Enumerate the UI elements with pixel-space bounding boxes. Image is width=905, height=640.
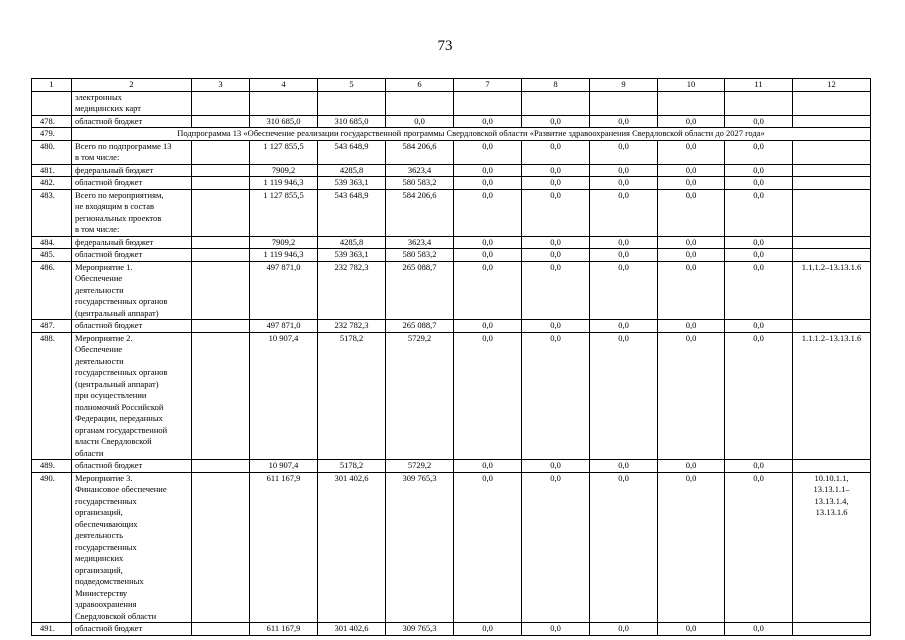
amount-cell: 611 167,9 — [250, 472, 318, 623]
amount-cell — [590, 91, 658, 115]
amount-cell: 0,0 — [590, 249, 658, 262]
amount-cell: 0,0 — [590, 623, 658, 636]
amount-cell — [454, 91, 522, 115]
amount-cell: 0,0 — [725, 177, 793, 190]
amount-cell: 580 583,2 — [386, 177, 454, 190]
amount-cell: 0,0 — [522, 460, 590, 473]
row-number: 485. — [32, 249, 72, 262]
amount-cell: 265 088,7 — [386, 261, 454, 320]
amount-cell: 0,0 — [454, 164, 522, 177]
amount-cell: 0,0 — [590, 320, 658, 333]
row-description: областной бюджет — [72, 320, 192, 333]
amount-cell: 584 206,6 — [386, 140, 454, 164]
row-number: 482. — [32, 177, 72, 190]
amount-cell: 1 127 855,5 — [250, 140, 318, 164]
amount-cell: 0,0 — [658, 261, 725, 320]
amount-cell — [522, 91, 590, 115]
row-description: федеральный бюджет — [72, 236, 192, 249]
amount-cell: 0,0 — [386, 115, 454, 128]
amount-cell: 497 871,0 — [250, 320, 318, 333]
amount-cell: 0,0 — [522, 236, 590, 249]
table-row — [32, 115, 871, 128]
row-number: 480. — [32, 140, 72, 164]
amount-cell: 0,0 — [590, 472, 658, 623]
col-header: 2 — [72, 79, 192, 92]
row-number: 484. — [32, 236, 72, 249]
amount-cell: 310 685,0 — [250, 115, 318, 128]
table-row — [32, 128, 871, 141]
amount-cell: 0,0 — [454, 623, 522, 636]
row-number: 481. — [32, 164, 72, 177]
row-number: 478. — [32, 115, 72, 128]
table-row — [32, 460, 871, 473]
amount-cell — [250, 91, 318, 115]
target-indicator-ref — [793, 91, 871, 115]
amount-cell: 0,0 — [725, 249, 793, 262]
target-indicator-ref — [793, 623, 871, 636]
amount-cell: 0,0 — [590, 164, 658, 177]
amount-cell: 0,0 — [522, 320, 590, 333]
amount-cell: 0,0 — [522, 189, 590, 236]
target-indicator-ref — [793, 460, 871, 473]
row-number: 489. — [32, 460, 72, 473]
row-description: Всего по подпрограмме 13 в том числе: — [72, 140, 192, 164]
header-row — [32, 79, 871, 92]
amount-cell: 4285,8 — [318, 164, 386, 177]
amount-cell — [192, 140, 250, 164]
amount-cell: 611 167,9 — [250, 623, 318, 636]
row-description: Мероприятие 1. Обеспечение деятельности государственных органов (центральный аппарат) — [72, 261, 192, 320]
budget-table — [31, 78, 871, 636]
amount-cell: 3623,4 — [386, 164, 454, 177]
amount-cell: 0,0 — [522, 623, 590, 636]
amount-cell: 0,0 — [725, 261, 793, 320]
amount-cell: 0,0 — [725, 140, 793, 164]
col-header: 7 — [454, 79, 522, 92]
amount-cell: 4285,8 — [318, 236, 386, 249]
target-indicator-ref — [793, 164, 871, 177]
amount-cell: 0,0 — [658, 140, 725, 164]
amount-cell: 539 363,1 — [318, 177, 386, 190]
amount-cell: 0,0 — [454, 115, 522, 128]
amount-cell: 0,0 — [725, 460, 793, 473]
amount-cell: 0,0 — [658, 320, 725, 333]
target-indicator-ref: 10.10.1.1, 13.13.1.1– 13.13.1.4, 13.13.1.6 — [793, 472, 871, 623]
amount-cell — [192, 236, 250, 249]
amount-cell: 232 782,3 — [318, 261, 386, 320]
amount-cell — [192, 460, 250, 473]
amount-cell — [386, 91, 454, 115]
amount-cell: 0,0 — [658, 460, 725, 473]
amount-cell: 0,0 — [522, 261, 590, 320]
amount-cell: 0,0 — [725, 236, 793, 249]
amount-cell: 0,0 — [658, 623, 725, 636]
amount-cell: 0,0 — [454, 472, 522, 623]
target-indicator-ref — [793, 177, 871, 190]
amount-cell: 539 363,1 — [318, 249, 386, 262]
amount-cell: 0,0 — [454, 320, 522, 333]
target-indicator-ref — [793, 320, 871, 333]
target-indicator-ref: 1.1.1.2–13.13.1.6 — [793, 332, 871, 460]
amount-cell: 0,0 — [658, 115, 725, 128]
amount-cell: 5729,2 — [386, 460, 454, 473]
amount-cell: 7909,2 — [250, 164, 318, 177]
col-header: 12 — [793, 79, 871, 92]
amount-cell: 5178,2 — [318, 460, 386, 473]
amount-cell — [658, 91, 725, 115]
page-number: 73 — [437, 38, 453, 54]
amount-cell: 0,0 — [658, 332, 725, 460]
amount-cell: 0,0 — [590, 460, 658, 473]
table-row — [32, 472, 871, 623]
amount-cell: 3623,4 — [386, 236, 454, 249]
amount-cell: 0,0 — [590, 189, 658, 236]
amount-cell: 0,0 — [454, 236, 522, 249]
table-row — [32, 189, 871, 236]
amount-cell: 265 088,7 — [386, 320, 454, 333]
table-row — [32, 332, 871, 460]
amount-cell — [192, 249, 250, 262]
amount-cell: 0,0 — [725, 320, 793, 333]
amount-cell: 0,0 — [590, 115, 658, 128]
amount-cell: 309 765,3 — [386, 623, 454, 636]
amount-cell: 0,0 — [725, 115, 793, 128]
row-number: 483. — [32, 189, 72, 236]
amount-cell: 0,0 — [522, 164, 590, 177]
amount-cell: 0,0 — [590, 177, 658, 190]
amount-cell: 0,0 — [658, 189, 725, 236]
amount-cell: 0,0 — [454, 261, 522, 320]
amount-cell: 0,0 — [522, 472, 590, 623]
target-indicator-ref — [793, 249, 871, 262]
amount-cell — [192, 189, 250, 236]
row-number: 490. — [32, 472, 72, 623]
amount-cell — [192, 115, 250, 128]
row-number: 486. — [32, 261, 72, 320]
row-description: Мероприятие 3. Финансовое обеспечение государственных организаций, обеспечивающих деятельность государственных медицинских организаций, подведомственных Министерству здравоохранения Свердловской области — [72, 472, 192, 623]
amount-cell: 7909,2 — [250, 236, 318, 249]
amount-cell: 0,0 — [522, 177, 590, 190]
amount-cell — [192, 261, 250, 320]
table-row — [32, 164, 871, 177]
amount-cell: 310 685,0 — [318, 115, 386, 128]
amount-cell: 0,0 — [658, 164, 725, 177]
row-description: областной бюджет — [72, 623, 192, 636]
amount-cell: 584 206,6 — [386, 189, 454, 236]
subprogram-title: Подпрограмма 13 «Обеспечение реализации государственной программы Свердловской области «Развитие здравоохранения Свердловской области до 2027 года» — [72, 128, 871, 141]
amount-cell — [192, 320, 250, 333]
amount-cell: 232 782,3 — [318, 320, 386, 333]
amount-cell: 0,0 — [590, 332, 658, 460]
amount-cell: 301 402,6 — [318, 623, 386, 636]
amount-cell: 10 907,4 — [250, 460, 318, 473]
amount-cell: 0,0 — [454, 332, 522, 460]
target-indicator-ref — [793, 236, 871, 249]
amount-cell: 543 648,9 — [318, 140, 386, 164]
target-indicator-ref: 1.1.1.2–13.13.1.6 — [793, 261, 871, 320]
table-row — [32, 261, 871, 320]
amount-cell: 580 583,2 — [386, 249, 454, 262]
amount-cell: 5178,2 — [318, 332, 386, 460]
amount-cell: 1 127 855,5 — [250, 189, 318, 236]
col-header: 4 — [250, 79, 318, 92]
row-description: областной бюджет — [72, 460, 192, 473]
amount-cell: 0,0 — [522, 332, 590, 460]
amount-cell: 497 871,0 — [250, 261, 318, 320]
amount-cell — [192, 177, 250, 190]
amount-cell: 0,0 — [522, 115, 590, 128]
amount-cell: 0,0 — [454, 177, 522, 190]
amount-cell — [318, 91, 386, 115]
amount-cell: 0,0 — [590, 261, 658, 320]
table-row — [32, 177, 871, 190]
row-description: областной бюджет — [72, 115, 192, 128]
amount-cell: 0,0 — [658, 472, 725, 623]
target-indicator-ref — [793, 115, 871, 128]
amount-cell: 0,0 — [454, 189, 522, 236]
amount-cell: 0,0 — [658, 177, 725, 190]
col-header: 1 — [32, 79, 72, 92]
row-description: областной бюджет — [72, 177, 192, 190]
amount-cell: 301 402,6 — [318, 472, 386, 623]
row-number — [32, 91, 72, 115]
amount-cell: 0,0 — [522, 140, 590, 164]
col-header: 6 — [386, 79, 454, 92]
amount-cell: 1 119 946,3 — [250, 249, 318, 262]
row-number: 488. — [32, 332, 72, 460]
amount-cell: 0,0 — [522, 249, 590, 262]
amount-cell: 0,0 — [590, 236, 658, 249]
row-number: 491. — [32, 623, 72, 636]
amount-cell: 0,0 — [658, 236, 725, 249]
amount-cell — [192, 91, 250, 115]
row-description: областной бюджет — [72, 249, 192, 262]
table-row — [32, 623, 871, 636]
target-indicator-ref — [793, 140, 871, 164]
row-description: Всего по мероприятиям, не входящим в состав региональных проектов в том числе: — [72, 189, 192, 236]
amount-cell: 0,0 — [590, 140, 658, 164]
row-description: электронных медицинских карт — [72, 91, 192, 115]
amount-cell: 0,0 — [454, 249, 522, 262]
row-description: Мероприятие 2. Обеспечение деятельности государственных органов (центральный аппарат) при осуществлении полномочий Российской Федерации, переданных органам государственной власти Свердловской области — [72, 332, 192, 460]
col-header: 3 — [192, 79, 250, 92]
amount-cell: 5729,2 — [386, 332, 454, 460]
col-header: 8 — [522, 79, 590, 92]
amount-cell: 0,0 — [454, 460, 522, 473]
amount-cell: 0,0 — [658, 249, 725, 262]
amount-cell: 309 765,3 — [386, 472, 454, 623]
amount-cell: 0,0 — [725, 164, 793, 177]
col-header: 5 — [318, 79, 386, 92]
amount-cell — [725, 91, 793, 115]
amount-cell — [192, 332, 250, 460]
amount-cell — [192, 472, 250, 623]
amount-cell: 0,0 — [725, 472, 793, 623]
target-indicator-ref — [793, 189, 871, 236]
amount-cell: 543 648,9 — [318, 189, 386, 236]
amount-cell: 0,0 — [454, 140, 522, 164]
amount-cell: 0,0 — [725, 623, 793, 636]
col-header: 9 — [590, 79, 658, 92]
col-header: 10 — [658, 79, 725, 92]
amount-cell: 1 119 946,3 — [250, 177, 318, 190]
row-description: федеральный бюджет — [72, 164, 192, 177]
amount-cell: 0,0 — [725, 332, 793, 460]
amount-cell: 10 907,4 — [250, 332, 318, 460]
table-row — [32, 91, 871, 115]
table-row — [32, 249, 871, 262]
amount-cell: 0,0 — [725, 189, 793, 236]
table-row — [32, 320, 871, 333]
col-header: 11 — [725, 79, 793, 92]
amount-cell — [192, 623, 250, 636]
amount-cell — [192, 164, 250, 177]
row-number: 479. — [32, 128, 72, 141]
table-row — [32, 236, 871, 249]
row-number: 487. — [32, 320, 72, 333]
table-row — [32, 140, 871, 164]
